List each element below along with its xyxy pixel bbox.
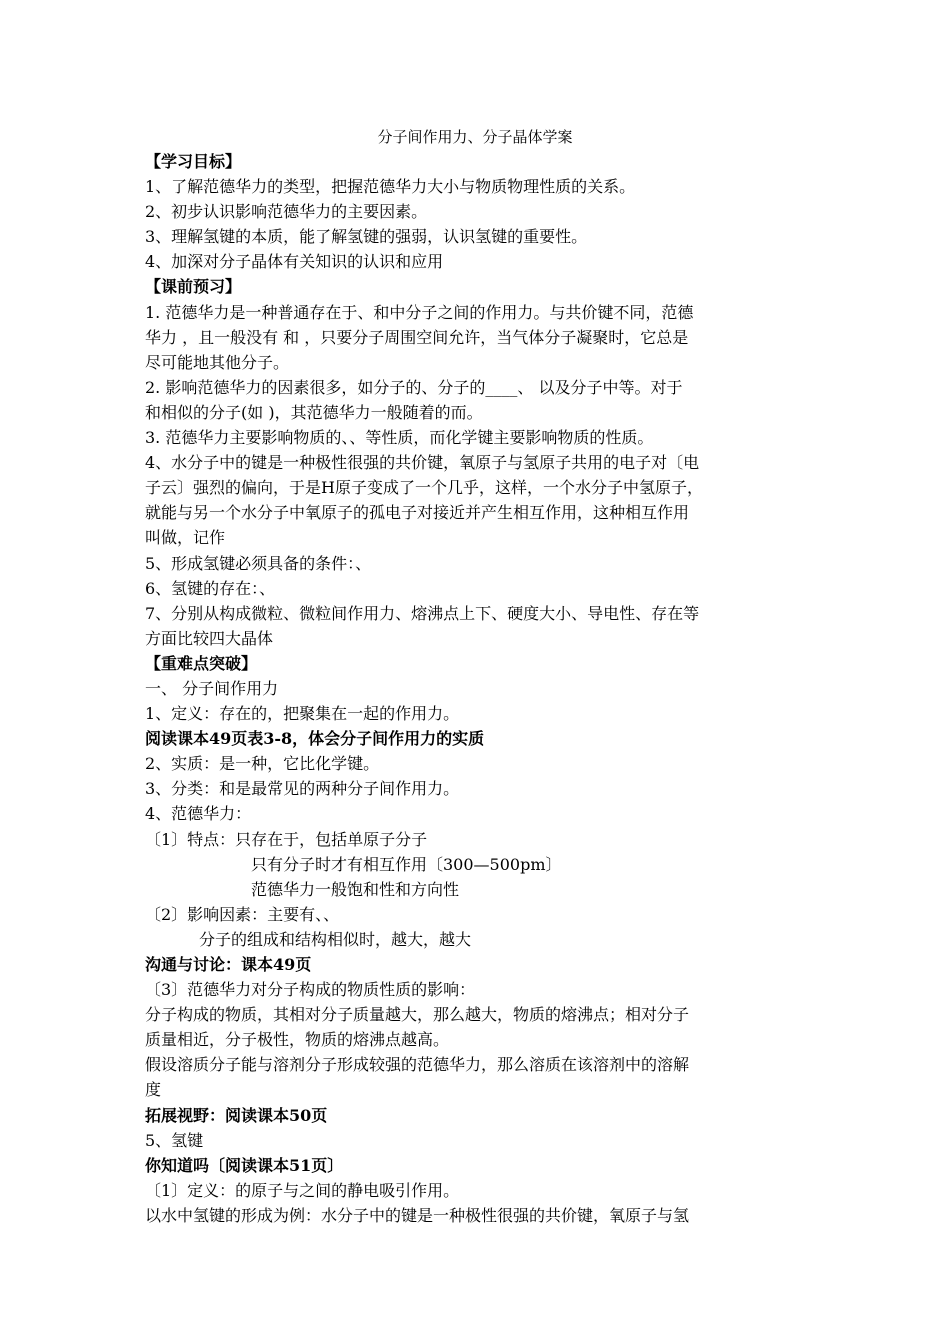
section-heading: 阅读课本49页表3-8，体会分子间作用力的实质 bbox=[145, 729, 485, 749]
section-heading: 你知道吗〔阅读课本51页〕 bbox=[145, 1155, 344, 1175]
text-line: 就能与另一个水分子中氧原子的孤电子对接近并产生相互作用，这种相互作用 bbox=[145, 503, 690, 523]
text-line: 〔3〕范德华力对分子构成的物质性质的影响： bbox=[145, 980, 476, 1000]
text-line: 度 bbox=[145, 1080, 162, 1100]
text-line: 一、 分子间作用力 bbox=[145, 678, 279, 698]
text-line: 以水中氢键的形成为例：水分子中的键是一种极性很强的共价键，氧原子与氢 bbox=[145, 1205, 690, 1225]
text-line: 质量相近，分子极性，物质的熔沸点越高。 bbox=[145, 1030, 450, 1050]
text-line: 3. 范德华力主要影响物质的、、等性质，而化学键主要影响物质的性质。 bbox=[145, 428, 654, 448]
text-line: 方面比较四大晶体 bbox=[145, 628, 274, 648]
text-line: 尽可能地其他分子。 bbox=[145, 352, 290, 372]
document-body bbox=[145, 149, 825, 1228]
text-line: 6、氢键的存在：、 bbox=[145, 578, 276, 598]
section-heading: 【学习目标】 bbox=[145, 152, 242, 171]
text-line: 叫做，记作 bbox=[145, 528, 226, 548]
text-line: 1、定义：存在的，把聚集在一起的作用力。 bbox=[145, 704, 460, 724]
text-line: 1. 范德华力是一种普通存在于、和中分子之间的作用力。与共价键不同，范德 bbox=[145, 302, 694, 322]
text-line: 分子的组成和结构相似时，越大，越大 bbox=[199, 929, 472, 949]
text-line: 3、理解氢键的本质，能了解氢键的强弱，认识氢键的重要性。 bbox=[145, 227, 588, 247]
text-line: 5、氢键 bbox=[145, 1130, 204, 1150]
text-line: 分子构成的物质，其相对分子质量越大，那么越大，物质的熔沸点；相对分子 bbox=[145, 1005, 690, 1025]
text-line: 只有分子时才有相互作用〔300—500pm〕 bbox=[251, 854, 562, 874]
text-line: 和相似的分子(如 )，其范德华力一般随着的而。 bbox=[145, 402, 483, 422]
text-line: 子云〕强烈的偏向，于是H原子变成了一个几乎，这样，一个水分子中氢原子， bbox=[145, 478, 703, 498]
text-line: 7、分别从构成微粒、微粒间作用力、熔沸点上下、硬度大小、导电性、存在等 bbox=[145, 603, 700, 623]
text-line: 2、实质：是一种，它比化学键。 bbox=[145, 754, 380, 774]
text-line: 〔1〕定义：的原子与之间的静电吸引作用。 bbox=[145, 1180, 460, 1200]
text-line: 2. 影响范德华力的因素很多，如分子的、分子的____、 以及分子中等。对于 bbox=[145, 377, 683, 397]
text-line: 3、分类：和是最常见的两种分子间作用力。 bbox=[145, 779, 460, 799]
text-line: 5、形成氢键必须具备的条件：、 bbox=[145, 553, 372, 573]
section-heading: 沟通与讨论：课本49页 bbox=[145, 955, 312, 974]
text-line: 〔1〕特点：只存在于，包括单原子分子 bbox=[145, 829, 428, 849]
text-line: 4、范德华力： bbox=[145, 804, 252, 824]
section-heading: 拓展视野：阅读课本50页 bbox=[145, 1105, 328, 1125]
document-title: 分子间作用力、分子晶体学案 bbox=[377, 128, 573, 146]
section-heading: 【重难点突破】 bbox=[145, 653, 258, 673]
text-line: 4、水分子中的键是一种极性很强的共价键，氧原子与氢原子共用的电子对〔电 bbox=[145, 453, 700, 473]
text-line: 1、了解范德华力的类型，把握范德华力大小与物质物理性质的关系。 bbox=[145, 177, 636, 197]
text-line: 假设溶质分子能与溶剂分子形成较强的范德华力，那么溶质在该溶剂中的溶解 bbox=[145, 1055, 690, 1075]
text-line: 2、初步认识影响范德华力的主要因素。 bbox=[145, 202, 428, 222]
text-line: 〔2〕影响因素：主要有、、 bbox=[145, 904, 340, 924]
text-line: 华力 ，且一般没有 和 ，只要分子周围空间允许，当气体分子凝聚时，它总是 bbox=[145, 327, 689, 347]
section-heading: 【课前预习】 bbox=[145, 277, 242, 297]
text-line: 范德华力一般饱和性和方向性 bbox=[251, 879, 460, 899]
text-line: 4、加深对分子晶体有关知识的认识和应用 bbox=[145, 252, 444, 272]
